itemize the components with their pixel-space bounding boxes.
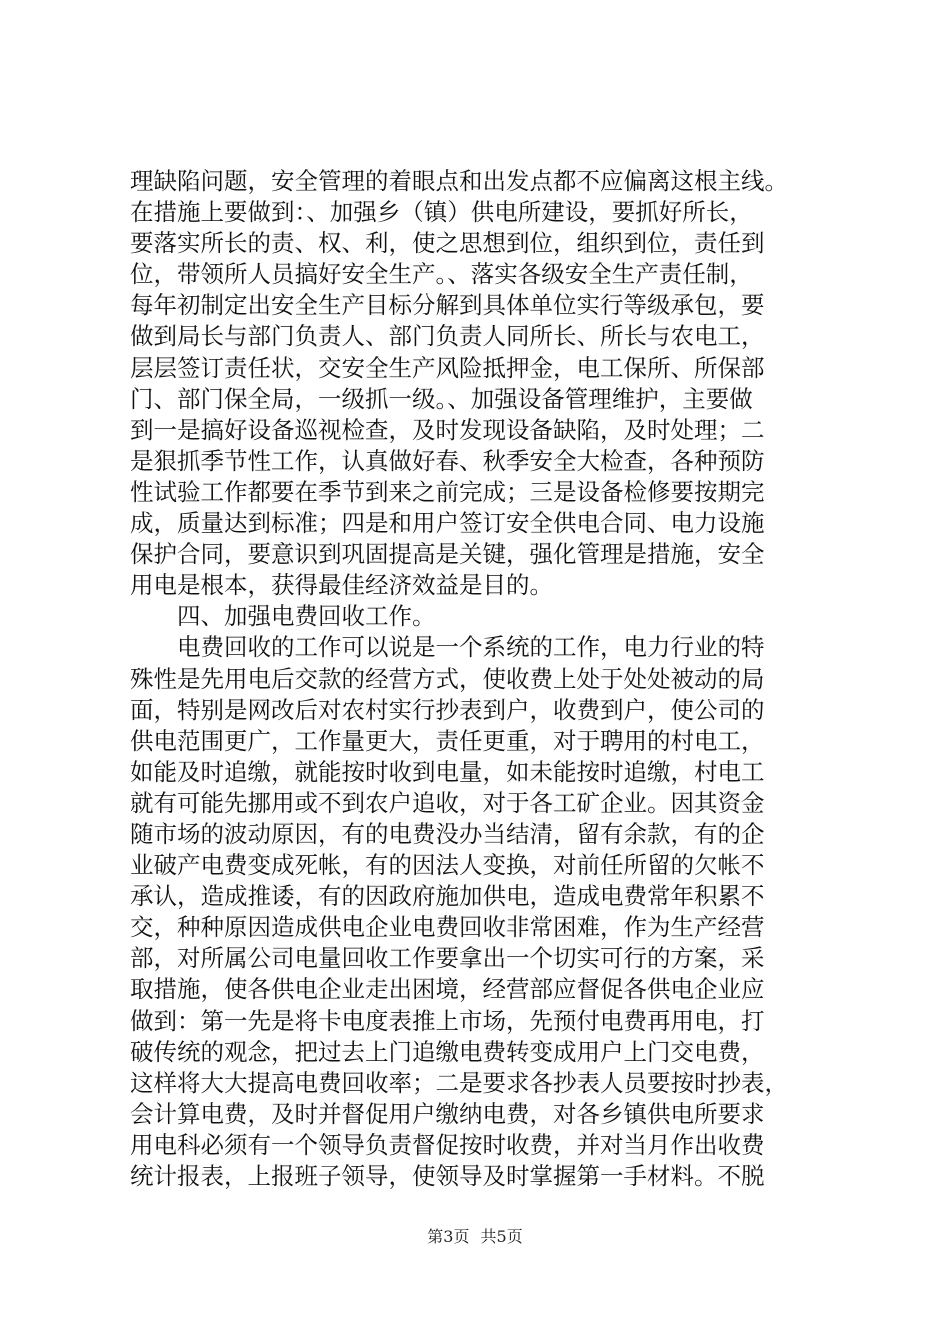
text-line: 交，种种原因造成供电企业电费回收非常困难，作为生产经营 [130, 913, 765, 942]
text-line: 用电是根本，获得最佳经济效益是目的。 [130, 571, 553, 600]
text-line: 如能及时追缴，就能按时收到电量，如未能按时追缴，村电工 [130, 757, 765, 786]
page-number: 第3页 [427, 1227, 470, 1246]
text-line: 做到：第一先是将卡电度表推上市场，先预付电费再用电，打 [130, 1006, 765, 1035]
text-line: 部，对所属公司电量回收工作要拿出一个切实可行的方案，采 [130, 944, 765, 973]
text-line: 是狠抓季节性工作，认真做好春、秋季安全大检查，各种预防 [130, 446, 765, 475]
text-line: 位，带领所人员搞好安全生产。、落实各级安全生产责任制， [130, 260, 753, 289]
text-line: 做到局长与部门负责人、部门负责人同所长、所长与农电工， [130, 322, 765, 351]
page-footer [0, 1226, 950, 1248]
text-line: 面，特别是网改后对农村实行抄表到户，收费到户，使公司的 [130, 695, 765, 724]
text-line: 成，质量达到标准；四是和用户签订安全供电合同、电力设施 [130, 509, 765, 538]
text-line: 用电科必须有一个领导负责督促按时收费，并对当月作出收费 [130, 1130, 765, 1159]
text-line: 业破产电费变成死帐，有的因法人变换，对前任所留的欠帐不 [130, 851, 765, 880]
text-line: 层层签订责任状，交安全生产风险抵押金，电工保所、所保部 [130, 353, 765, 382]
text-line: 会计算电费，及时并督促用户缴纳电费，对各乡镇供电所要求 [130, 1099, 765, 1128]
text-line: 要落实所长的责、权、利，使之思想到位，组织到位，责任到 [130, 229, 765, 258]
text-line: 统计报表，上报班子领导，使领导及时掌握第一手材料。不脱 [130, 1162, 765, 1190]
text-line: 理缺陷问题，安全管理的着眼点和出发点都不应偏离这根主线。 [130, 167, 788, 195]
page-total: 共5页 [480, 1227, 523, 1246]
text-line: 电费回收的工作可以说是一个系统的工作，电力行业的特 [177, 633, 765, 662]
text-line: 保护合同，要意识到巩固提高是关键，强化管理是措施，安全 [130, 540, 765, 569]
text-line: 门、部门保全局，一级抓一级。、加强设备管理维护，主要做 [130, 384, 753, 413]
text-line: 殊性是先用电后交款的经营方式，使收费上处于处处被动的局 [130, 664, 765, 693]
text-line: 这样将大大提高电费回收率；二是要求各抄表人员要按时抄表， [130, 1068, 788, 1097]
text-line: 供电范围更广，工作量更大，责任更重，对于聘用的村电工， [130, 726, 765, 755]
text-line: 取措施，使各供电企业走出困境，经营部应督促各供电企业应 [130, 975, 765, 1004]
text-line: 在措施上要做到：、加强乡（镇）供电所建设，要抓好所长， [130, 198, 753, 227]
text-line: 四、加强电费回收工作。 [177, 602, 436, 631]
text-line: 就有可能先挪用或不到农户追收，对于各工矿企业。因其资金 [130, 788, 765, 817]
text-line: 性试验工作都要在季节到来之前完成；三是设备检修要按期完 [130, 477, 765, 506]
text-line: 随市场的波动原因，有的电费没办当结清，留有余款，有的企 [130, 819, 765, 848]
text-line: 破传统的观念，把过去上门追缴电费转变成用户上门交电费， [130, 1037, 765, 1066]
text-line: 承认，造成推诿，有的因政府施加供电，造成电费常年积累不 [130, 882, 765, 911]
text-line: 每年初制定出安全生产目标分解到具体单位实行等级承包，要 [130, 291, 765, 320]
text-line: 到一是搞好设备巡视检查，及时发现设备缺陷，及时处理；二 [130, 415, 765, 444]
document-body [130, 166, 830, 1192]
